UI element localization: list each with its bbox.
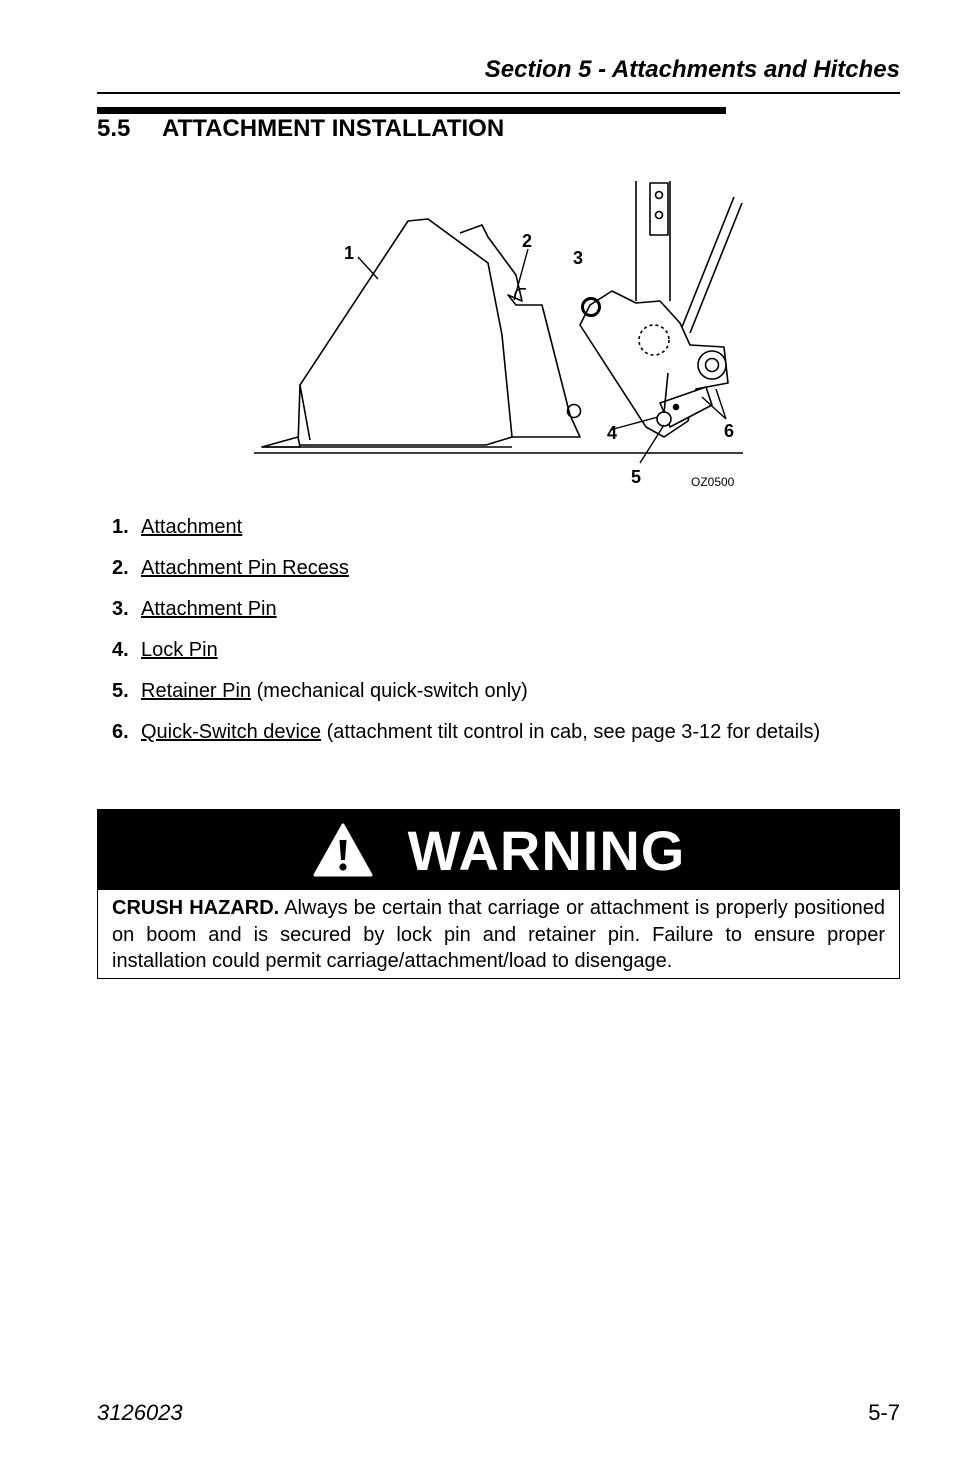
cylinder-rod [682, 197, 734, 327]
bucket-body [298, 219, 512, 445]
leader-1 [358, 257, 378, 279]
title-rule [97, 107, 726, 114]
section-header: Section 5 - Attachments and Hitches [484, 56, 900, 83]
figure-code: OZ0500 [691, 475, 735, 489]
header-rule [97, 92, 900, 94]
retainer-clip [674, 405, 679, 410]
lock-pin-shape [657, 412, 671, 426]
legend-term: Quick-Switch device [141, 721, 322, 743]
legend-item [112, 552, 820, 593]
legend-note: (mechanical quick-switch only) [251, 680, 528, 702]
warning-body: Always be certain that carriage or attachment is properly positioned on boom and is secured by lock pin and retainer pin. Failure to ensure proper installation could permit carriage/attachment/load to disengage. [112, 897, 885, 972]
legend-number: 3. [112, 598, 129, 620]
legend-item [112, 593, 820, 634]
callout-5: 5 [631, 467, 642, 487]
legend-item [112, 675, 820, 716]
attachment-diagram [250, 175, 750, 495]
legend-term: Lock Pin [141, 639, 218, 661]
section-title [97, 115, 504, 143]
legend-term: Attachment [141, 516, 243, 538]
warning-triangle-icon [312, 822, 374, 878]
callout-2: 2 [522, 231, 533, 251]
legend-term: Attachment Pin [141, 598, 277, 620]
figure-legend [112, 511, 820, 757]
cylinder-rod [690, 203, 742, 333]
footer-page-number: 5-7 [868, 1400, 900, 1425]
legend-number: 6. [112, 721, 129, 743]
pivot-lug [698, 351, 726, 379]
legend-term: Attachment Pin Recess [141, 557, 349, 579]
section-number: 5.5 [97, 115, 131, 142]
callout-4: 4 [607, 423, 618, 443]
warning-title: WARNING [407, 818, 686, 882]
warning-banner [98, 810, 899, 890]
attachment-figure [250, 175, 750, 495]
bucket-lip [262, 437, 300, 447]
legend-number: 2. [112, 557, 129, 579]
callout-3: 3 [573, 248, 584, 268]
legend-note: (attachment tilt control in cab, see page 3-12 for details) [321, 721, 821, 743]
legend-number: 4. [112, 639, 129, 661]
legend-item [112, 634, 820, 675]
warning-text [98, 890, 899, 975]
section-title-text: ATTACHMENT INSTALLATION [162, 115, 505, 142]
legend-term: Retainer Pin [141, 680, 252, 702]
warning-box [97, 809, 900, 979]
legend-item [112, 511, 820, 552]
callout-6: 6 [724, 421, 735, 441]
legend-item [112, 716, 820, 757]
footer-document-number: 3126023 [97, 1400, 183, 1425]
legend-number: 1. [112, 516, 129, 538]
callout-1: 1 [344, 243, 355, 263]
legend-number: 5. [112, 680, 129, 702]
warning-lead: CRUSH HAZARD. [112, 897, 280, 919]
